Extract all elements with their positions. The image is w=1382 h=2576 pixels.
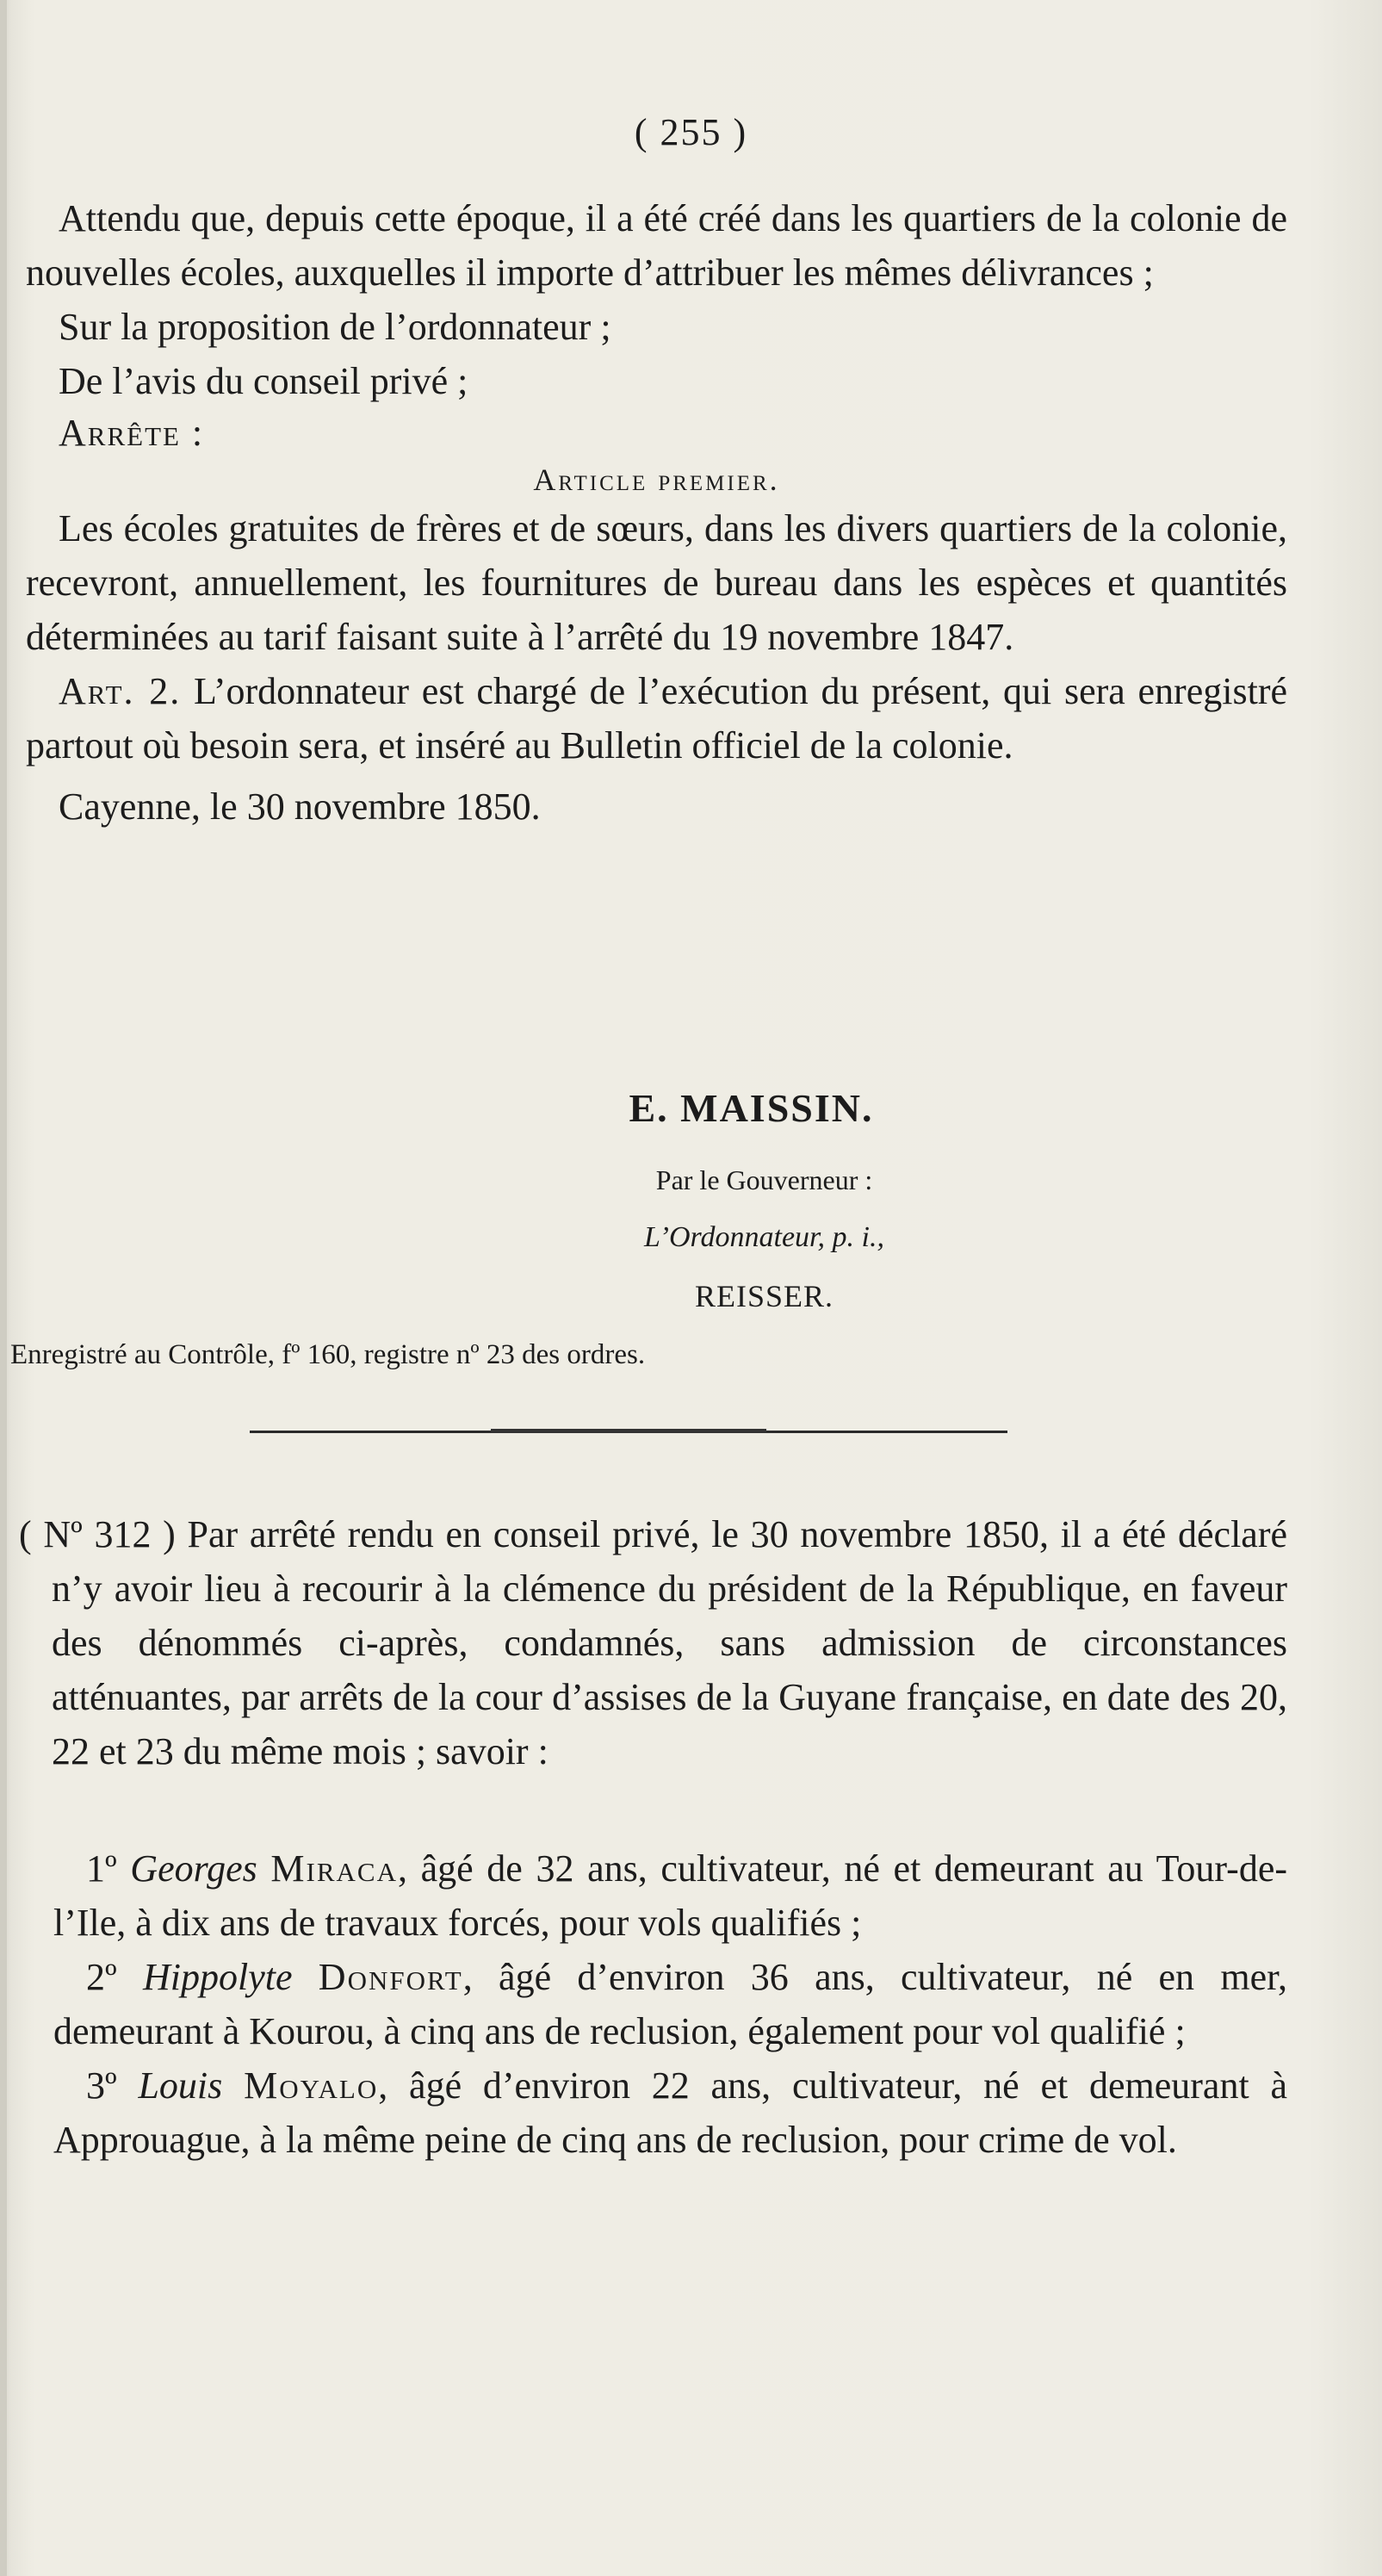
article-2-text: L’ordonnateur est chargé de l’exécution du présent, qui sera enregistré partout où besoin sera, et inséré au Bulletin officiel de la colonie. bbox=[26, 670, 1287, 767]
list-item: 1º Georges Miraca, âgé de 32 ans, cultivateur, né et demeurant au Tour-de-l’Ile, à dix ans de travaux forcés, pour vols qualifiés ; bbox=[53, 1847, 1288, 1944]
decree-number: ( Nº 312 ) bbox=[19, 1513, 176, 1555]
par-le-gouverneur: Par le Gouverneur : bbox=[655, 1164, 873, 1195]
enregistrement-note: Enregistré au Contrôle, fº 160, registre nº 23 des ordres. bbox=[10, 1339, 646, 1370]
decree-312-paragraph bbox=[19, 1507, 1287, 1778]
article-2-paragraph bbox=[26, 664, 1287, 773]
condemned-list bbox=[53, 1841, 1287, 2167]
ordonnateur-title: L’Ordonnateur, p. i., bbox=[644, 1221, 884, 1253]
ordonnateur-name: REISSER. bbox=[694, 1279, 834, 1313]
first-name: Louis bbox=[138, 2064, 223, 2107]
date-line: Cayenne, le 30 novembre 1850. bbox=[59, 785, 541, 828]
section-divider-center bbox=[491, 1429, 766, 1433]
list-item: 2º Hippolyte Donfort, âgé d’environ 36 ans, cultivateur, né en mer, demeurant à Kourou, à cinq ans de reclusion, également pour vol qualifié ; bbox=[53, 1956, 1288, 2052]
attendu-paragraph: Attendu que, depuis cette époque, il a été créé dans les quartiers de la colonie de nouvelles écoles, auxquelles il importe d’attribuer les mêmes délivrances ; bbox=[26, 197, 1287, 294]
decree-312-text: Par arrêté rendu en conseil privé, le 30 novembre 1850, il a été déclaré n’y avoir lieu à recourir à la clémence du président de la République, en faveur des dénommés ci-après, condamnés, sans admission de circonstances atténuantes, par arrêts de la cour d’assises de la Guyane française, en date des 20, 22 et 23 du même mois ; savoir : bbox=[52, 1513, 1287, 1772]
article-premier-text: Les écoles gratuites de frères et de sœurs, dans les divers quartiers de la colonie, recevront, annuellement, les fournitures de bureau dans les espèces et quantités déterminées au tarif faisant suite à l’arrêté du 19 novembre 1847. bbox=[26, 507, 1287, 658]
last-name: Moyalo bbox=[244, 2064, 379, 2107]
decree-312 bbox=[19, 1507, 1287, 1778]
governor-signature bbox=[0, 1085, 1382, 1131]
arrete-body bbox=[26, 191, 1287, 834]
avis-paragraph: De l’avis du conseil privé ; bbox=[59, 360, 468, 402]
last-name: Miraca bbox=[270, 1847, 398, 1890]
article-2-label: Art. 2. bbox=[59, 670, 182, 712]
governor-name: E. MAISSIN. bbox=[629, 1086, 874, 1130]
last-name: Donfort bbox=[318, 1956, 463, 1998]
proposition-paragraph: Sur la proposition de l’ordonnateur ; bbox=[59, 306, 611, 348]
first-name: Hippolyte bbox=[142, 1956, 293, 1998]
arrete-heading: Arrête : bbox=[59, 412, 205, 454]
page-number: ( 255 ) bbox=[634, 111, 748, 153]
article-premier-title: Article premier. bbox=[533, 462, 780, 497]
first-name: Georges bbox=[130, 1847, 257, 1890]
list-item: 3º Louis Moyalo, âgé d’environ 22 ans, cultivateur, né et demeurant à Approuague, à la même peine de cinq ans de reclusion, pour crime de vol. bbox=[53, 2064, 1288, 2161]
